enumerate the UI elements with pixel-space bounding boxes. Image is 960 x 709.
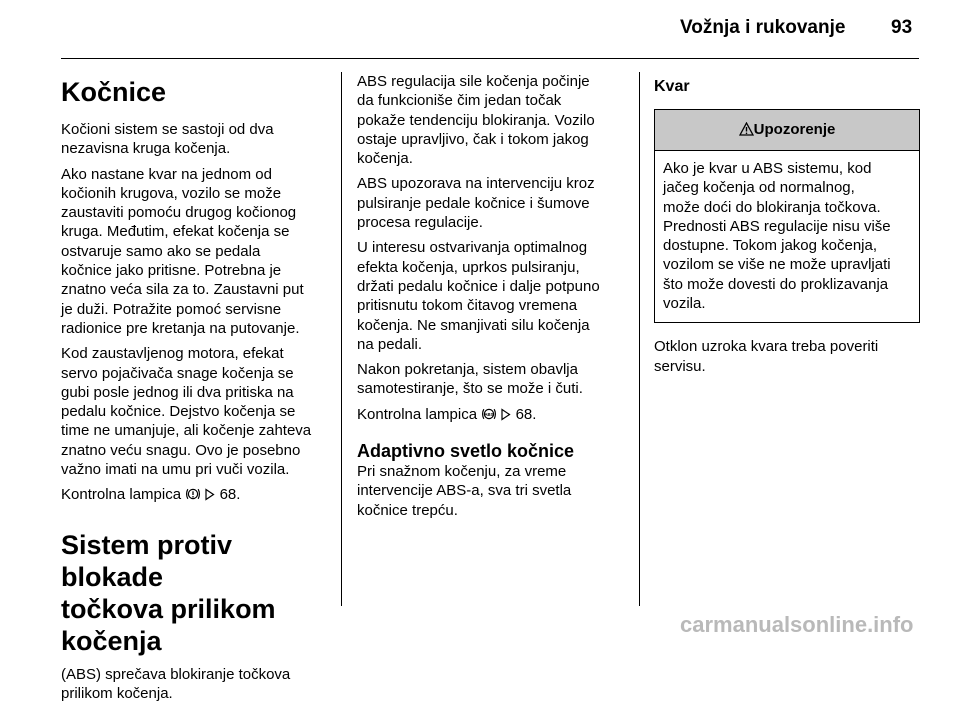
paragraph: ABS upozorava na intervenciju kroz pulsiranje pedale kočnice i šumove procesa regulacije.: [357, 175, 595, 232]
warning-triangle-icon: [739, 112, 754, 152]
page-reference[interactable]: 68.: [515, 405, 537, 423]
section-title-fault: Kvar: [654, 78, 690, 95]
warning-title: Upozorenje: [753, 121, 836, 138]
paragraph: (ABS) sprečava blokiranje točkova prilikom kočenja.: [61, 665, 291, 702]
warning-header: [655, 110, 919, 151]
column-1: [61, 72, 331, 709]
paragraph: ABS regulacija sile kočenja počinje da funkcioniše čim jedan točak pokaže tendenciju blokiranja. Vozilo ostaje upravljivo, čak i tokom jakog kočenja.: [357, 73, 595, 168]
paragraph: Ako nastane kvar na jednom od kočionih krugova, vozilo se može zaustaviti pomoću drugog kočionog kruga. Međutim, efekat kočenja se ostvaruje samo ako se pedala kočnice jako pritisne. Potrebna je znatno veća sila za to. Zaustavni put je duži. Potražite pomoć servisne radionice pre kretanja na putovanje.: [61, 165, 304, 337]
lamp-reference-line: [61, 485, 331, 506]
section-title-brakes: Kočnice: [61, 77, 167, 107]
page-number: 93: [891, 17, 913, 38]
paragraph: Kod zaustavljenog motora, efekat servo pojačivača snage kočenja se gubi posle jednog ili dva pritiska na pedalu kočnice. Dejstvo kočenja se time ne umanjuje, ali kočenje zahteva znatno veću snagu. Ovo je posebno važno imati na umu pri vuči vozila.: [61, 345, 312, 479]
brake-warning-lamp-icon: [185, 487, 201, 506]
abs-lamp-icon: [481, 407, 497, 426]
lamp-reference-line: [357, 405, 627, 426]
paragraph: Kočioni sistem se sastoji od dva nezavisna kruga kočenja.: [61, 121, 274, 158]
column-divider-1: [341, 72, 342, 606]
column-3: [654, 72, 920, 382]
page-reference[interactable]: 68.: [219, 486, 241, 504]
warning-text: Ako je kvar u ABS sistemu, kod jačeg kočenja od normalnog, može doći do blokiranja točkova. Prednosti ABS regulacije nisu više dostupne. Tokom jakog kočenja, vozilom se više ne može upravljati što može dovesti do proklizavanja vozila.: [663, 160, 891, 313]
section-title-abs: Sistem protiv blokade točkova prilikom kočenja: [61, 529, 276, 656]
lamp-reference-label: Kontrolna lampica: [61, 486, 182, 504]
paragraph: Nakon pokretanja, sistem obavlja samotestiranje, što se može i čuti.: [357, 361, 583, 398]
header-rule: [61, 58, 919, 59]
running-header-title: Vožnja i rukovanje: [680, 17, 846, 38]
page-reference-icon: [501, 407, 511, 426]
paragraph: U interesu ostvarivanja optimalnog efekta kočenja, uprkos pulsiranju, držati pedalu kočnice i dalje potpuno pritisnutu tokom čitavog vremena kočenja. Ne smanjivati silu kočenja na pedali.: [357, 239, 600, 353]
subsection-title-adaptive-brake-light: Adaptivno svetlo kočnice: [357, 441, 575, 462]
column-2: [357, 72, 627, 526]
page-reference-icon: [205, 487, 215, 506]
watermark: carmanualsonline.info: [680, 612, 914, 637]
paragraph: Otklon uzroka kvara treba poveriti servisu.: [654, 338, 879, 375]
svg-text:ABS: ABS: [484, 411, 494, 417]
column-divider-2: [639, 72, 640, 606]
lamp-reference-label: Kontrolna lampica: [357, 405, 478, 423]
paragraph: Pri snažnom kočenju, za vreme intervencije ABS-a, sva tri svetla kočnice trepću.: [357, 463, 572, 519]
warning-box: [654, 109, 920, 323]
